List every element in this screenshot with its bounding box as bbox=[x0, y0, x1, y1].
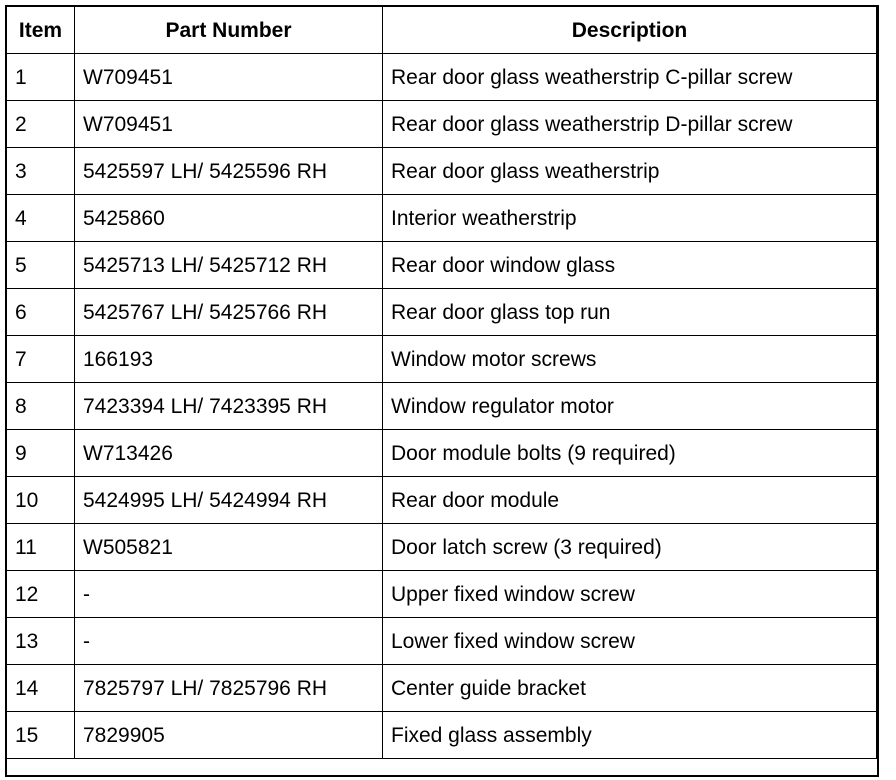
part-number-cell: 5424995 LH/ 5424994 RH bbox=[75, 477, 383, 524]
table-row bbox=[7, 571, 877, 618]
description-cell: Window motor screws bbox=[383, 336, 877, 383]
header-description: Description bbox=[383, 7, 877, 54]
description-cell: Rear door glass top run bbox=[383, 289, 877, 336]
table-header-row bbox=[7, 7, 877, 54]
description-cell: Upper fixed window screw bbox=[383, 571, 877, 618]
item-cell: 5 bbox=[7, 242, 75, 289]
part-number-cell: 5425597 LH/ 5425596 RH bbox=[75, 148, 383, 195]
table-row bbox=[7, 195, 877, 242]
description-cell: Door latch screw (3 required) bbox=[383, 524, 877, 571]
description-cell: Door module bolts (9 required) bbox=[383, 430, 877, 477]
item-cell: 2 bbox=[7, 101, 75, 148]
description-cell: Window regulator motor bbox=[383, 383, 877, 430]
part-number-cell: 7423394 LH/ 7423395 RH bbox=[75, 383, 383, 430]
table-row bbox=[7, 712, 877, 759]
item-cell: 11 bbox=[7, 524, 75, 571]
part-number-cell: 166193 bbox=[75, 336, 383, 383]
part-number-cell: W709451 bbox=[75, 54, 383, 101]
item-cell: 4 bbox=[7, 195, 75, 242]
description-cell: Lower fixed window screw bbox=[383, 618, 877, 665]
part-number-cell: 5425860 bbox=[75, 195, 383, 242]
description-cell: Fixed glass assembly bbox=[383, 712, 877, 759]
table-row bbox=[7, 54, 877, 101]
table-row bbox=[7, 524, 877, 571]
part-number-cell: W709451 bbox=[75, 101, 383, 148]
description-cell: Center guide bracket bbox=[383, 665, 877, 712]
table-row bbox=[7, 242, 877, 289]
table-row bbox=[7, 383, 877, 430]
parts-table bbox=[6, 6, 877, 759]
part-number-cell: - bbox=[75, 618, 383, 665]
item-cell: 14 bbox=[7, 665, 75, 712]
description-cell: Rear door module bbox=[383, 477, 877, 524]
item-cell: 8 bbox=[7, 383, 75, 430]
table-row bbox=[7, 101, 877, 148]
description-cell: Rear door glass weatherstrip C-pillar screw bbox=[383, 54, 877, 101]
description-cell: Rear door glass weatherstrip D-pillar screw bbox=[383, 101, 877, 148]
table-row bbox=[7, 665, 877, 712]
item-cell: 3 bbox=[7, 148, 75, 195]
item-cell: 9 bbox=[7, 430, 75, 477]
part-number-cell: - bbox=[75, 571, 383, 618]
item-cell: 12 bbox=[7, 571, 75, 618]
item-cell: 1 bbox=[7, 54, 75, 101]
part-number-cell: 5425767 LH/ 5425766 RH bbox=[75, 289, 383, 336]
item-cell: 13 bbox=[7, 618, 75, 665]
header-item: Item bbox=[7, 7, 75, 54]
item-cell: 6 bbox=[7, 289, 75, 336]
description-cell: Rear door glass weatherstrip bbox=[383, 148, 877, 195]
table-row bbox=[7, 477, 877, 524]
table-row bbox=[7, 430, 877, 477]
table-row bbox=[7, 618, 877, 665]
part-number-cell: W505821 bbox=[75, 524, 383, 571]
table-row bbox=[7, 289, 877, 336]
description-cell: Interior weatherstrip bbox=[383, 195, 877, 242]
part-number-cell: 7825797 LH/ 7825796 RH bbox=[75, 665, 383, 712]
part-number-cell: 7829905 bbox=[75, 712, 383, 759]
table-row bbox=[7, 336, 877, 383]
item-cell: 10 bbox=[7, 477, 75, 524]
description-cell: Rear door window glass bbox=[383, 242, 877, 289]
part-number-cell: W713426 bbox=[75, 430, 383, 477]
item-cell: 7 bbox=[7, 336, 75, 383]
header-part-number: Part Number bbox=[75, 7, 383, 54]
item-cell: 15 bbox=[7, 712, 75, 759]
part-number-cell: 5425713 LH/ 5425712 RH bbox=[75, 242, 383, 289]
table-row bbox=[7, 148, 877, 195]
